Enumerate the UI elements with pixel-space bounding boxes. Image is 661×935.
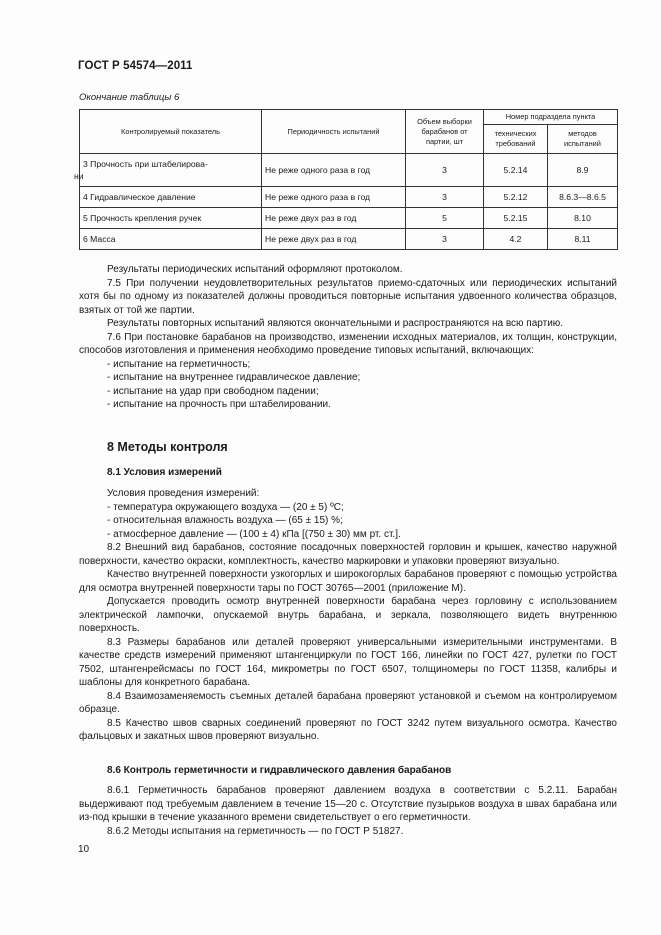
row-tech: 5.2.12 bbox=[484, 187, 548, 208]
list-item: - испытание на прочность при штабелировании. bbox=[107, 399, 331, 410]
paragraph-7-6: 7.6 При постановке барабанов на производство, изменении исходных материалов, их толщин, конструкции, способов изготовления и применения необходимо проведение типовых испытаний, включающих: bbox=[79, 331, 617, 356]
paragraph: Результаты повторных испытаний являются окончательными и распространяются на всю партию. bbox=[107, 318, 564, 329]
page-number: 10 bbox=[78, 844, 90, 855]
header-tech-requirements: технических требований bbox=[484, 125, 548, 154]
list-item: - атмосферное давление — (100 ± 4) кПа [(750 ± 30) мм рт. ст.]. bbox=[107, 528, 401, 540]
paragraph-8-4: 8.4 Взаимозаменяемость съемных деталей барабана проверяют установкой и съемом на контролируемом образце. bbox=[79, 690, 617, 715]
row-indicator bbox=[74, 154, 262, 187]
row-tech: 5.2.14 bbox=[484, 154, 548, 187]
row-indicator: 4 Гидравлическое давление bbox=[80, 187, 262, 208]
subsection-8-6-title: 8.6 Контроль герметичности и гидравлического давления барабанов bbox=[107, 765, 452, 776]
section-8-title: 8 Методы контроля bbox=[107, 440, 228, 454]
paragraph: Результаты периодических испытаний оформляют протоколом. bbox=[107, 264, 403, 275]
header-subsection-number: Номер подраздела пункта bbox=[484, 110, 618, 125]
row-indicator: 6 Масса bbox=[80, 229, 262, 250]
row-tech: 5.2.15 bbox=[484, 208, 548, 229]
row-period: Не реже одного раза в год bbox=[262, 154, 406, 187]
row-period: Не реже двух раз в год bbox=[262, 208, 406, 229]
subsection-8-1-title: 8.1 Условия измерений bbox=[107, 467, 222, 478]
row-indicator-line2: ни bbox=[74, 171, 84, 181]
table-row bbox=[80, 229, 618, 250]
row-indicator: 5 Прочность крепления ручек bbox=[80, 208, 262, 229]
row-method: 8.11 bbox=[548, 229, 618, 250]
row-period: Не реже одного раза в год bbox=[262, 187, 406, 208]
paragraph: Условия проведения измерений: bbox=[107, 488, 260, 499]
paragraph: Допускается проводить осмотр внутренней поверхности барабана через горловину с использованием электрической лампочки, опускаемой внутрь барабана, и зеркала, позволяющего видеть внутреннюю поверхность. bbox=[79, 596, 617, 634]
row-sample: 3 bbox=[406, 187, 484, 208]
paragraph-8-6-1: 8.6.1 Герметичность барабанов проверяют давлением воздуха в соответствии с 5.2.11. Барабан выдерживают под требуемым давлением в течение 15—20 с. Отсутствие пузырьков воздуха в швах барабана или из-под крышки в течение указанного времени свидетельствует о его герметичности. bbox=[79, 785, 617, 823]
table-row bbox=[80, 154, 618, 187]
table-row bbox=[80, 187, 618, 208]
paragraph-8-2: 8.2 Внешний вид барабанов, состояние посадочных поверхностей горловин и крышек, качество наружной поверхности, качество окраски, комплектность, качество маркировки и упаковки проверяют визуально. bbox=[79, 542, 617, 567]
text-block-7 bbox=[79, 263, 617, 412]
paragraph-8-3: 8.3 Размеры барабанов или деталей проверяют универсальными измерительными инструментами. В качестве средств измерений применяют штангенциркули по ГОСТ 166, линейки по ГОСТ 427, рулетки по ГОСТ 7502, штангенрейсмасы по ГОСТ 164, микрометры по ГОСТ 6507, толщиномеры по ГОСТ 11358, калибры и шаблоны для конкретного барабана. bbox=[79, 636, 617, 688]
row-method: 8.10 bbox=[548, 208, 618, 229]
list-item: - испытание на внутреннее гидравлическое давление; bbox=[107, 372, 361, 383]
table-row bbox=[80, 208, 618, 229]
text-block-8 bbox=[79, 487, 617, 744]
row-method: 8.9 bbox=[548, 154, 618, 187]
row-indicator-line1: 3 Прочность при штабелирова- bbox=[83, 159, 208, 169]
row-sample: 5 bbox=[406, 208, 484, 229]
list-item: - относительная влажность воздуха — (65 ± 15) %; bbox=[107, 515, 343, 526]
header-periodicity: Периодичность испытаний bbox=[262, 110, 406, 154]
table-caption: Окончание таблицы 6 bbox=[79, 92, 180, 103]
row-sample: 3 bbox=[406, 154, 484, 187]
document-header: ГОСТ Р 54574—2011 bbox=[78, 60, 193, 72]
paragraph-8-6-2: 8.6.2 Методы испытания на герметичность — по ГОСТ Р 51827. bbox=[107, 825, 404, 837]
row-tech: 4.2 bbox=[484, 229, 548, 250]
list-item: - испытание на удар при свободном падении; bbox=[107, 385, 319, 397]
header-sample-size: Объем выборки барабанов от партии, шт bbox=[406, 110, 484, 154]
paragraph-7-5: 7.5 При получении неудовлетворительных результатов приемо-сдаточных или периодических испытаний хотя бы по одному из показателей должны проводиться повторные испытания удвоенного количества образцов, взятых от той же партии. bbox=[79, 277, 617, 316]
paragraph-8-5: 8.5 Качество швов сварных соединений проверяют по ГОСТ 3242 путем визуального осмотра. Качество фальцовых и закатных швов проверяют визуально. bbox=[79, 717, 617, 742]
header-test-methods: методов испытаний bbox=[548, 125, 618, 154]
paragraph: Качество внутренней поверхности узкогорлых и широкогорлых барабанов проверяют с помощью устройства для осмотра внутренней поверхности тары по ГОСТ 30765—2001 (приложение М). bbox=[79, 569, 617, 594]
row-sample: 3 bbox=[406, 229, 484, 250]
header-indicator: Контролируемый показатель bbox=[80, 110, 262, 154]
list-item: - испытание на герметичность; bbox=[107, 358, 251, 370]
text-block-8-6 bbox=[79, 784, 617, 838]
table-6 bbox=[74, 109, 618, 250]
list-item: - температура окружающего воздуха — (20 ± 5) ºС; bbox=[107, 501, 344, 513]
row-period: Не реже двух раз в год bbox=[262, 229, 406, 250]
row-method: 8.6.3—8.6.5 bbox=[548, 187, 618, 208]
